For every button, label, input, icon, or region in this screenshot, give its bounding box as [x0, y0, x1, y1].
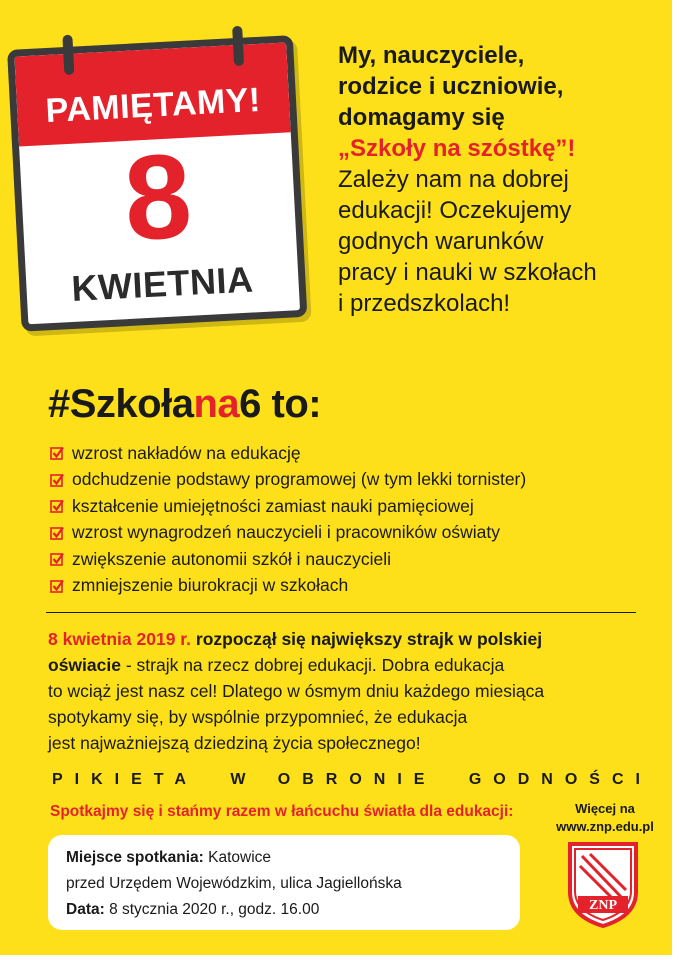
checkbox-check-icon	[50, 473, 64, 487]
divider	[46, 612, 636, 613]
paragraph-line	[48, 652, 648, 678]
list-item	[50, 467, 526, 494]
paragraph-line: jest najważniejszą dziedziną życia społecznego!	[48, 733, 421, 753]
meeting-date-label: Data:	[66, 901, 105, 918]
meeting-place-label: Miejsce spotkania:	[66, 849, 204, 866]
calendar-day: 8	[121, 128, 195, 266]
logo-text: ZNP	[589, 898, 617, 913]
paragraph-line	[48, 626, 648, 652]
intro-text-line: i przedszkolach!	[338, 290, 511, 317]
intro-slogan: „Szkoły na szóstkę”!	[338, 135, 576, 162]
paragraph-line: spotykamy się, by wspólnie przypomnieć, że edukacja	[48, 707, 468, 727]
hashtag-part-red: na	[193, 382, 240, 426]
pikieta-word: PIKIETA	[52, 771, 198, 788]
meeting-details-box	[48, 835, 520, 930]
list-item-text: wzrost nakładów na edukację	[72, 442, 301, 463]
hashtag-part: 6 to:	[239, 382, 322, 426]
znp-emblem-icon	[566, 840, 640, 928]
more-label: Więcej na	[575, 801, 635, 816]
strike-paragraph	[48, 626, 648, 756]
intro-bold-line: rodzice i uczniowie,	[338, 73, 564, 100]
meeting-place	[66, 849, 271, 867]
intro-text-line: pracy i nauki w szkołach	[338, 259, 597, 286]
list-item	[50, 493, 526, 520]
demands-list	[50, 440, 526, 599]
list-item	[50, 573, 526, 600]
paragraph-line: to wciąż jest nasz cel! Dlatego w ósmym dniu każdego miesiąca	[48, 681, 545, 701]
pikieta-heading	[52, 771, 652, 789]
more-url-link[interactable]: www.znp.edu.pl	[556, 819, 654, 834]
hashtag-part: #Szkoła	[48, 382, 194, 426]
pikieta-word: OBRONIE	[277, 771, 437, 788]
checkbox-check-icon	[50, 552, 64, 566]
pikieta-word: W	[230, 771, 246, 788]
paragraph-bold: oświacie	[48, 655, 121, 675]
calendar-header-text: PAMIĘTAMY!	[44, 80, 262, 131]
paragraph-text: - strajk na rzecz dobrej edukacji. Dobra edukacja	[120, 655, 505, 675]
paragraph-date: 8 kwietnia 2019 r.	[48, 629, 192, 649]
meeting-date	[66, 901, 319, 919]
list-item	[50, 546, 526, 573]
intro-text-line: Zależy nam na dobrej	[338, 166, 569, 193]
meeting-address: przed Urzędem Wojewódzkim, ulica Jagiellońska	[66, 875, 402, 892]
list-item-text: odchudzenie podstawy programowej (w tym lekki tornister)	[72, 469, 527, 490]
list-item-text: zmniejszenie biurokracji w szkołach	[72, 575, 349, 596]
hashtag-heading	[48, 382, 321, 427]
pikieta-word: GODNOŚCI	[468, 771, 652, 788]
calendar-ring-icon	[62, 35, 74, 75]
calendar-month: KWIETNIA	[70, 258, 255, 309]
intro-text-line: edukacji! Oczekujemy	[338, 197, 572, 224]
list-item	[50, 520, 526, 547]
checkbox-check-icon	[50, 579, 64, 593]
meeting-date-value: 8 stycznia 2020 r., godz. 16.00	[104, 901, 320, 918]
calendar-ring-icon	[232, 26, 244, 66]
list-item-text: wzrost wynagrodzeń nauczycieli i pracowników oświaty	[72, 522, 500, 543]
intro-bold-line: domagamy się	[338, 104, 505, 131]
meeting-place-city: Katowice	[203, 849, 272, 866]
calendar-graphic	[6, 22, 321, 335]
meet-invitation: Spotkajmy się i stańmy razem w łańcuchu światła dla edukacji:	[50, 803, 514, 820]
calendar-page	[7, 35, 307, 332]
list-item-text: kształcenie umiejętności zamiast nauki pamięciowej	[72, 495, 474, 516]
paragraph-bold: rozpoczął się największy strajk w polskiej	[191, 629, 543, 649]
checkbox-check-icon	[50, 526, 64, 540]
more-info	[540, 800, 670, 836]
checkbox-check-icon	[50, 499, 64, 513]
list-item-text: zwiększenie autonomii szkół i nauczycieli	[72, 548, 392, 569]
intro-block	[338, 40, 668, 319]
intro-bold-line: My, nauczyciele,	[338, 42, 525, 69]
list-item	[50, 440, 526, 467]
intro-text-line: godnych warunków	[338, 228, 544, 255]
checkbox-check-icon	[50, 446, 64, 460]
